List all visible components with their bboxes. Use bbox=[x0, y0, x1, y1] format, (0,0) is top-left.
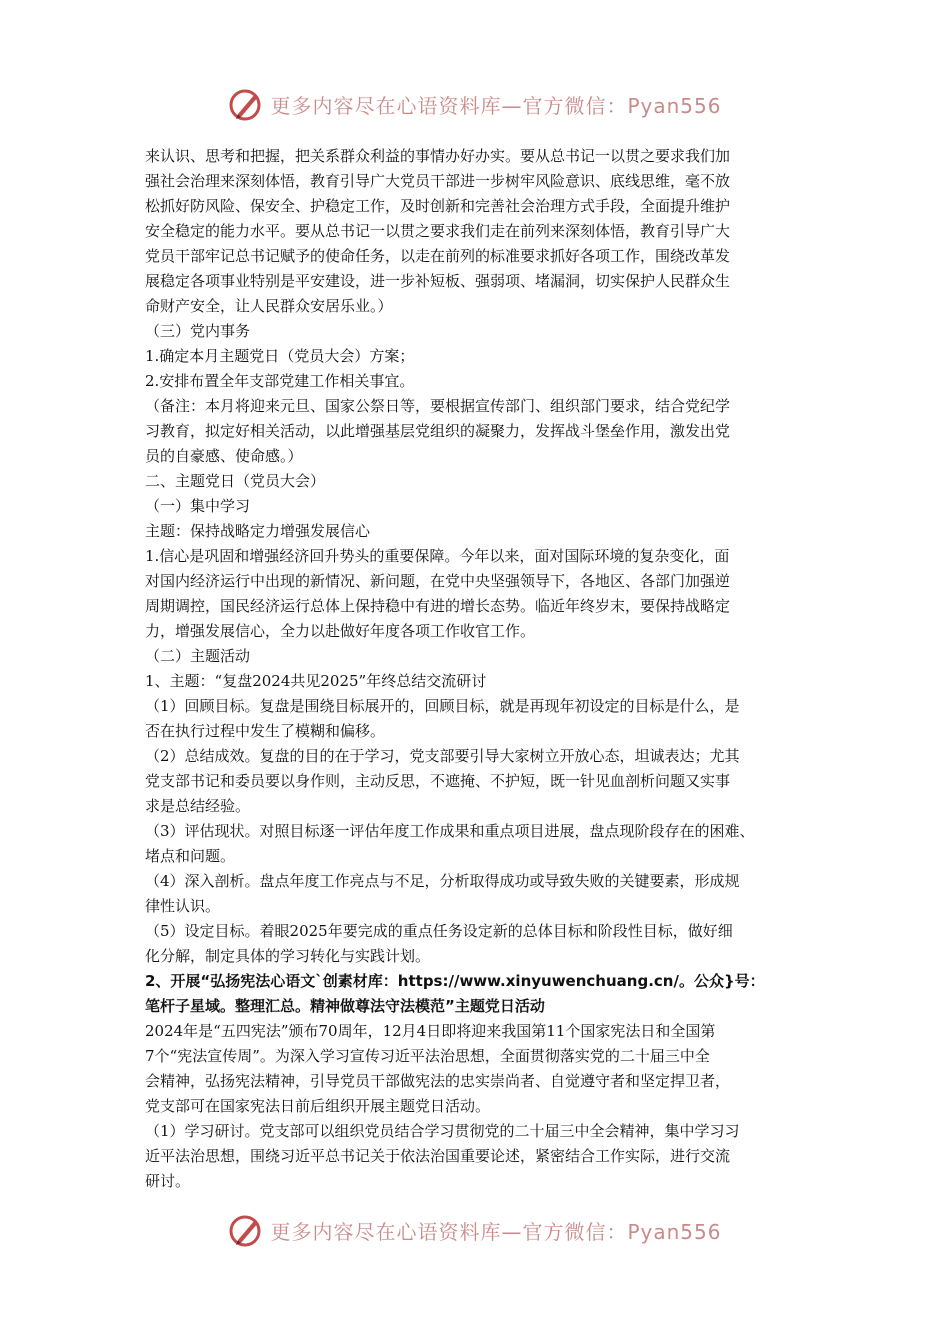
text-line: 安全稳定的能力水平。要从总书记一以贯之要求我们走在前列来深刻体悟，教育引导广大 bbox=[145, 222, 731, 240]
text-line: （1）学习研讨。党支部可以组织党员结合学习贯彻党的二十届三中全会精神，集中学习习 bbox=[145, 1122, 740, 1140]
text-line: （5）设定目标。着眼2025年要完成的重点任务设定新的总体目标和阶段性目标，做好细 bbox=[145, 922, 733, 940]
banner-text: 更多内容尽在心语资料库—官方微信：Pyan556 bbox=[270, 1219, 722, 1244]
section-heading: （二）主题活动 bbox=[145, 647, 251, 665]
section-heading: （一）集中学习 bbox=[145, 497, 251, 515]
text-line: 员的自豪感、使命感。） bbox=[145, 447, 303, 465]
header-banner bbox=[0, 84, 950, 124]
text-line: 习教育，拟定好相关活动，以此增强基层党组织的凝聚力，发挥战斗堡垒作用，激发出党 bbox=[145, 422, 731, 440]
text-line: 党支部可在国家宪法日前后组织开展主题党日活动。 bbox=[145, 1097, 491, 1115]
text-line: （4）深入剖析。盘点年度工作亮点与不足，分析取得成功或导致失败的关键要素，形成规 bbox=[145, 872, 740, 890]
text-line: 堵点和问题。 bbox=[145, 847, 236, 865]
text-line: 1.确定本月主题党日（党员大会）方案； bbox=[145, 347, 415, 365]
text-line: 近平法治思想，围绕习近平总书记关于依法治国重要论述，紧密结合工作实际，进行交流 bbox=[145, 1147, 731, 1165]
text-line: 2024年是“五四宪法”颁布70周年，12月4日即将迎来我国第11个国家宪法日和全国第 bbox=[145, 1022, 716, 1040]
text-line: 对国内经济运行中出现的新情况、新问题，在党中央坚强领导下，各地区、各部门加强逆 bbox=[145, 572, 731, 590]
document-body bbox=[145, 144, 815, 1194]
text-line: 研讨。 bbox=[145, 1172, 191, 1190]
text-line: （2）总结成效。复盘的目的在于学习，党支部要引导大家树立开放心态，坦诚表达；尤其 bbox=[145, 747, 740, 765]
section-heading: （三）党内事务 bbox=[145, 322, 251, 340]
section-heading: 二、主题党日（党员大会） bbox=[145, 472, 326, 490]
text-line: 否在执行过程中发生了模糊和偏移。 bbox=[145, 722, 386, 740]
activity-heading: 2、开展“弘扬宪法心语文`创素材库：https://www.xinyuwenchuang.cn/。公众}号： bbox=[145, 972, 765, 990]
text-line: 7个“宪法宣传周”。为深入学习宣传习近平法治思想，全面贯彻落实党的二十届三中全 bbox=[145, 1047, 710, 1065]
banner-text: 更多内容尽在心语资料库—官方微信：Pyan556 bbox=[270, 93, 722, 118]
text-line: （备注：本月将迎来元旦、国家公祭日等，要根据宣传部门、组织部门要求，结合党纪学 bbox=[145, 397, 731, 415]
activity-heading: 笔杆子星域。整理汇总。精神做尊法守法模范”主题党日活动 bbox=[145, 997, 545, 1015]
pen-logo-icon bbox=[228, 86, 264, 122]
text-line: 主题：保持战略定力增强发展信心 bbox=[145, 522, 371, 540]
text-line: 2.安排布置全年支部党建工作相关事宜。 bbox=[145, 372, 415, 390]
text-line: 化分解，制定具体的学习转化与实践计划。 bbox=[145, 947, 431, 965]
footer-banner bbox=[0, 1210, 950, 1250]
text-line: 松抓好防风险、保安全、护稳定工作，及时创新和完善社会治理方式手段，全面提升维护 bbox=[145, 197, 731, 215]
text-line: 命财产安全，让人民群众安居乐业。） bbox=[145, 297, 393, 315]
text-line: 1.信心是巩固和增强经济回升势头的重要保障。今年以来，面对国际环境的复杂变化，面 bbox=[145, 547, 730, 565]
text-line: 周期调控，国民经济运行总体上保持稳中有进的增长态势。临近年终岁末，要保持战略定 bbox=[145, 597, 731, 615]
text-line: 求是总结经验。 bbox=[145, 797, 251, 815]
text-line: 党支部书记和委员要以身作则，主动反思，不遮掩、不护短，既一针见血剖析问题又实事 bbox=[145, 772, 731, 790]
text-line: 律性认识。 bbox=[145, 897, 221, 915]
text-line: 1、主题：“复盘2024共见2025”年终总结交流研讨 bbox=[145, 672, 487, 690]
text-line: 强社会治理来深刻体悟，教育引导广大党员干部进一步树牢风险意识、底线思维，毫不放 bbox=[145, 172, 731, 190]
text-line: 展稳定各项事业特别是平安建设，进一步补短板、强弱项、堵漏洞，切实保护人民群众生 bbox=[145, 272, 731, 290]
text-line: 来认识、思考和把握，把关系群众利益的事情办好办实。要从总书记一以贯之要求我们加 bbox=[145, 147, 731, 165]
text-line: （1）回顾目标。复盘是围绕目标展开的，回顾目标，就是再现年初设定的目标是什么，是 bbox=[145, 697, 740, 715]
text-line: 党员干部牢记总书记赋予的使命任务，以走在前列的标准要求抓好各项工作，围绕改革发 bbox=[145, 247, 731, 265]
text-line: （3）评估现状。对照目标逐一评估年度工作成果和重点项目进展，盘点现阶段存在的困难、 bbox=[145, 822, 755, 840]
pen-logo-icon bbox=[228, 1212, 264, 1248]
text-line: 力，增强发展信心，全力以赴做好年度各项工作收官工作。 bbox=[145, 622, 536, 640]
text-line: 会精神，弘扬宪法精神，引导党员干部做宪法的忠实崇尚者、自觉遵守者和坚定捍卫者， bbox=[145, 1072, 731, 1090]
